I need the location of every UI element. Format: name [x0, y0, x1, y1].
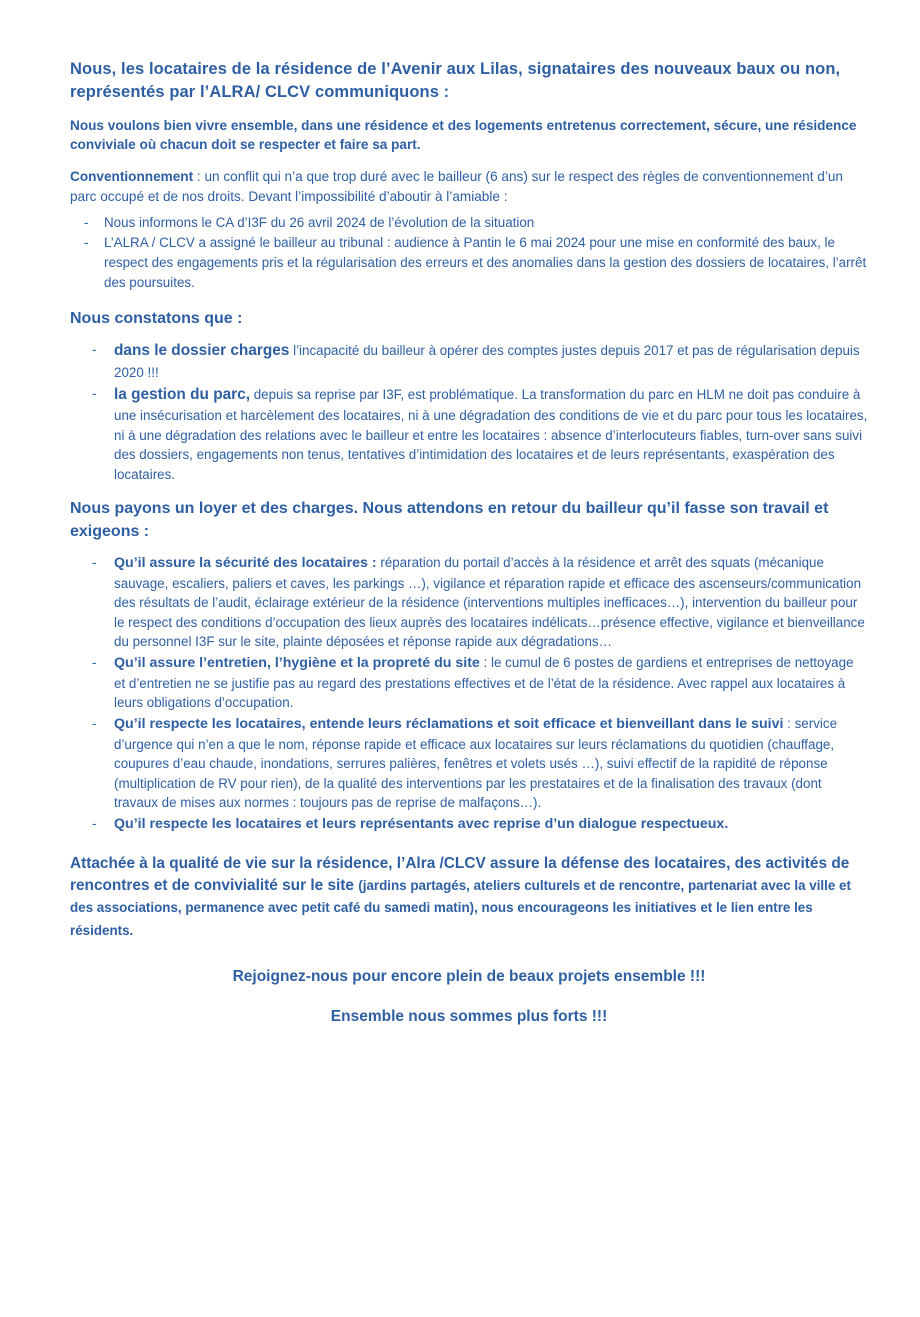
- item-tail: : absence d’interlocuteurs fiables, turn-over sans suivi des dossiers, engagements non tenus, tentatives d’intimidation des locataires et de leurs représentants, exaspération des locataires.: [114, 427, 863, 482]
- list-item: [70, 340, 868, 382]
- list-item: [70, 553, 868, 652]
- conventionnement-text: : un conflit qui n’a que trop duré avec le bailleur (6 ans) sur le respect des règles de conventionnement d’un parc occupé et de nos droits. Devant l’impossibilité d’aboutir à l’amiable :: [70, 169, 843, 205]
- item-tail: : le cumul de 6 postes de gardiens et entreprises de nettoyage et d’entretien ne se justifie pas au regard des prestations effectives et de l’état de la résidence. Avec rappel aux locataires à leurs obligations d’occupation.: [114, 655, 854, 711]
- call-to-action-1: Rejoignez-nous pour encore plein de beaux projets ensemble !!!: [232, 967, 706, 985]
- item-bold-run: depuis sa reprise par I3F, est problématique. La transformation du parc en HLM ne doit pas conduire à une insécurisation et harcèlement des locataires, ni à une dégradation des conditions de vie et du parc pour tous les locataires, ni à une dégradation des relations avec le bailleur et entre les locataires: [114, 386, 868, 443]
- section-heading-constatons: Nous constatons que :: [70, 310, 243, 328]
- item-strong: la gestion du parc,: [114, 385, 250, 403]
- list-item: - Nous informons le CA d’I3F du 26 avril 2024 de l’évolution de la situation: [70, 213, 868, 233]
- item-strong: Qu’il assure la sécurité des locataires :: [114, 555, 377, 572]
- section-heading-exigeons: Nous payons un loyer et des charges. Nous attendons en retour du bailleur qu’il fasse son travail et exigeons :: [70, 500, 829, 540]
- closing-paragraph: [70, 853, 868, 942]
- closing-big: Attachée à la qualité de vie sur la résidence, l’Alra /CLCV assure la défense des locataires, des activités de rencontres et de convivialité sur le site: [70, 854, 850, 894]
- call-to-action-2: Ensemble nous sommes plus forts !!!: [330, 1007, 608, 1025]
- list-item: [70, 653, 868, 713]
- list-item: [70, 714, 868, 813]
- closing-small: (jardins partagés, ateliers culturels et de rencontre, partenariat avec la ville et des associations, permanence avec petit café du samedi matin), nous encourageons les initiatives et le lien entre les résidents.: [70, 877, 851, 938]
- item-strong: dans le dossier charges: [114, 342, 290, 360]
- list-item: [70, 814, 868, 835]
- page-title: Nous, les locataires de la résidence de l’Avenir aux Lilas, signataires des nouveaux baux ou non, représentés par l’ALRA/ CLCV communiquons :: [70, 60, 841, 102]
- item-strong: Qu’il respecte les locataires et leurs représentants avec reprise d’un dialogue respectueux.: [114, 815, 729, 832]
- item-strong: Qu’il assure l’entretien, l’hygiène et la propreté du site: [114, 655, 480, 672]
- constatons-list: [70, 340, 868, 484]
- item-tail: et pas de régularisation depuis 2020 !!!: [114, 343, 860, 380]
- exigeons-list: [70, 553, 868, 835]
- conventionnement-bullet-list: [70, 213, 868, 292]
- conventionnement-paragraph: [70, 167, 868, 206]
- item-tail: réparation du portail d’accès à la résidence et arrêt des squats (mécanique sauvage, escaliers, paliers et caves, les parkings …), vigilance et réparation rapide et efficace des ascenseurs/communication des résultats de l’audit, éclairage extérieur de la résidence (interventions multiples inefficaces…), intervention du bailleur pour le respect des conditions d’occupation des lieux auprès des locataires indélicats…présence effective, vigilance et bienveillance du personnel I3F sur le site, plainte déposées et réponse rapide aux dégradations…: [114, 555, 865, 650]
- list-item: [70, 384, 868, 485]
- item-mid: l’incapacité du bailleur à opérer: [289, 343, 483, 359]
- item-strong-2: des comptes justes depuis 2017: [482, 343, 674, 359]
- list-item: - L’ALRA / CLCV a assigné le bailleur au tribunal : audience à Pantin le 6 mai 2024 pour une mise en conformité des baux, le respect des engagements pris et la régularisation des erreurs et des anomalies dans la gestion des dossiers de locataires, l’arrêt des poursuites.: [70, 233, 868, 292]
- intro-statement: Nous voulons bien vivre ensemble, dans une résidence et des logements entretenus correctement, sécure, une résidence conviviale où chacun doit se respecter et faire sa part.: [70, 117, 857, 153]
- item-strong: Qu’il respecte les locataires, entende leurs réclamations et soit efficace et bienveillant dans le suivi: [114, 715, 784, 732]
- item-tail: : service d’urgence qui n’en a que le nom, réponse rapide et efficace aux locataires sur leurs réclamations du quotidien (chauffage, coupures d’eau chaude, inondations, serrures palières, fenêtres et volets usés …), suivi effectif de la rapidité de réponse (multiplication de RV pour rien), de la qualité des interventions par les prestataires et de la finalisation des travaux (dont travaux de mises aux normes : toujours pas de reprise de malfaçons…).: [114, 715, 838, 811]
- conventionnement-lead: Conventionnement: [70, 169, 194, 185]
